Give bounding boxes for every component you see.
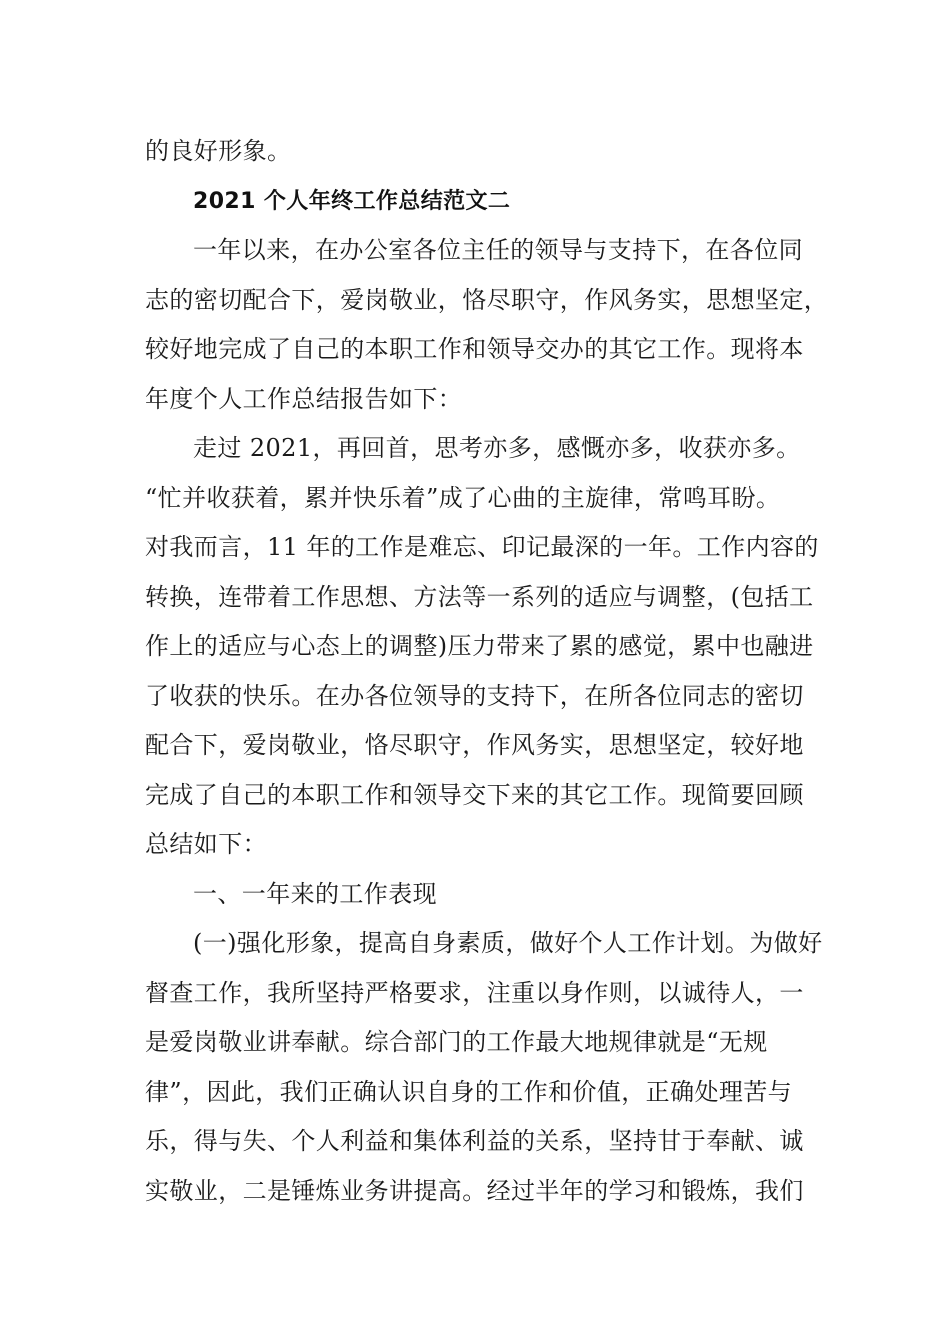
text-line: 走过 2021，再回首，思考亦多，感慨亦多，收获亦多。 (193, 434, 801, 462)
document-body (145, 127, 829, 1216)
text-line: 完成了自己的本职工作和领导交下来的其它工作。现简要回顾 (145, 780, 804, 809)
text-line: 督查工作，我所坚持严格要求，注重以身作则，以诚待人，一 (145, 978, 804, 1007)
text-line: 对我而言，11 年的工作是难忘、印记最深的一年。工作内容的 (145, 533, 819, 561)
text-line: 年度个人工作总结报告如下： (145, 384, 463, 413)
section-heading: 2021 个人年终工作总结范文二 (193, 188, 511, 214)
text-line: (一)强化形象，提高自身素质，做好个人工作计划。为做好 (193, 929, 823, 957)
text-line: 实敬业，二是锤炼业务讲提高。经过半年的学习和锻炼，我们 (145, 1176, 804, 1205)
text-line: 转换，连带着工作思想、方法等一系列的适应与调整，(包括工 (145, 582, 814, 611)
text-line: 志的密切配合下，爱岗敬业，恪尽职守，作风务实，思想坚定， (145, 285, 829, 314)
text-line: 作上的适应与心态上的调整)压力带来了累的感觉，累中也融进 (145, 632, 814, 660)
subsection-heading: 一、一年来的工作表现 (193, 879, 437, 908)
text-line: 律”，因此，我们正确认识自身的工作和价值，正确处理苦与 (145, 1077, 793, 1106)
text-line: “忙并收获着，累并快乐着”成了心曲的主旋律，常鸣耳盼。 (145, 483, 781, 512)
text-line: 总结如下： (145, 830, 267, 858)
text-line: 乐，得与失、个人利益和集体利益的关系，坚持甘于奉献、诚 (145, 1127, 804, 1155)
text-line: 的良好形象。 (145, 137, 292, 165)
text-line: 了收获的快乐。在办各位领导的支持下，在所各位同志的密切 (145, 681, 804, 710)
text-line: 一年以来，在办公室各位主任的领导与支持下，在各位同 (193, 236, 803, 264)
text-line: 较好地完成了自己的本职工作和领导交办的其它工作。现将本 (145, 335, 804, 363)
text-line: 是爱岗敬业讲奉献。综合部门的工作最大地规律就是“无规 (145, 1028, 768, 1056)
text-line: 配合下，爱岗敬业，恪尽职守，作风务实，思想坚定，较好地 (145, 731, 804, 759)
